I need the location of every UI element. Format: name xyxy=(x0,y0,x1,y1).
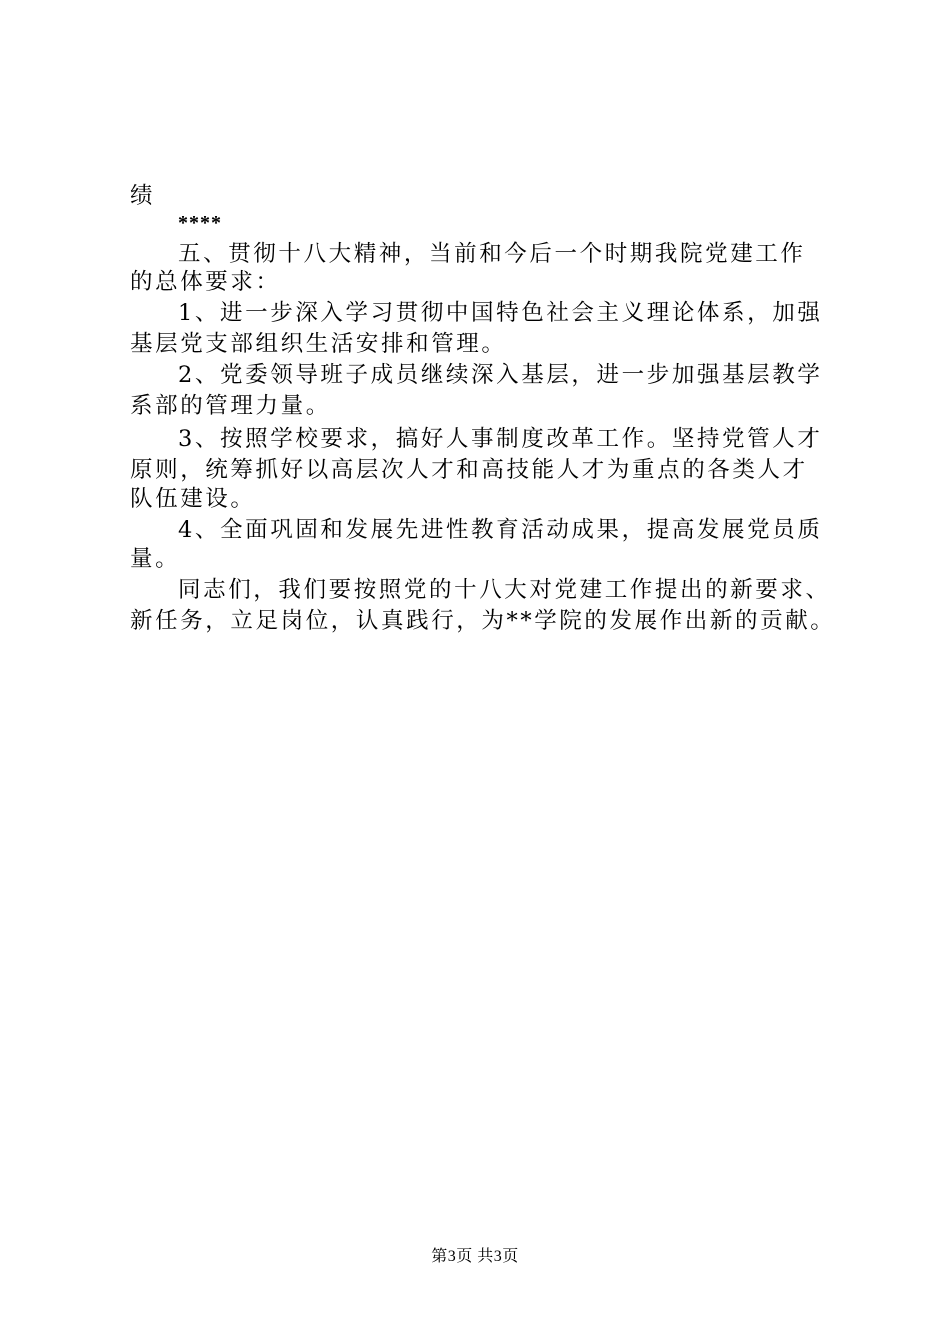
item-3-line-3: 队伍建设。 xyxy=(130,486,256,512)
text-line-fragment: 绩 xyxy=(130,183,156,209)
item-3-line-1: 3、按照学校要求，搞好人事制度改革工作。坚持党管人才 xyxy=(178,426,823,452)
item-3-line-2: 原则，统筹抓好以高层次人才和高技能人才为重点的各类人才 xyxy=(130,457,808,483)
closing-line-2: 新任务，立足岗位，认真践行，为**学院的发展作出新的贡献。 xyxy=(130,608,836,634)
item-4-line-1: 4、全面巩固和发展先进性教育活动成果，提高发展党员质 xyxy=(178,517,823,543)
section-heading-five: 五、贯彻十八大精神，当前和今后一个时期我院党建工作 xyxy=(178,241,806,267)
item-2-line-1: 2、党委领导班子成员继续深入基层，进一步加强基层教学 xyxy=(178,362,823,388)
section-heading-five-cont: 的总体要求： xyxy=(130,269,281,295)
item-2-line-2: 系部的管理力量。 xyxy=(130,393,331,419)
item-1-line-1: 1、进一步深入学习贯彻中国特色社会主义理论体系，加强 xyxy=(178,300,823,326)
item-4-line-2: 量。 xyxy=(130,546,181,572)
closing-line-1: 同志们，我们要按照党的十八大对党建工作提出的新要求、 xyxy=(178,577,831,603)
page-number-footer: 第3页 共3页 xyxy=(431,1248,519,1265)
redacted-marker: **** xyxy=(178,212,222,234)
item-1-line-2: 基层党支部组织生活安排和管理。 xyxy=(130,331,507,357)
